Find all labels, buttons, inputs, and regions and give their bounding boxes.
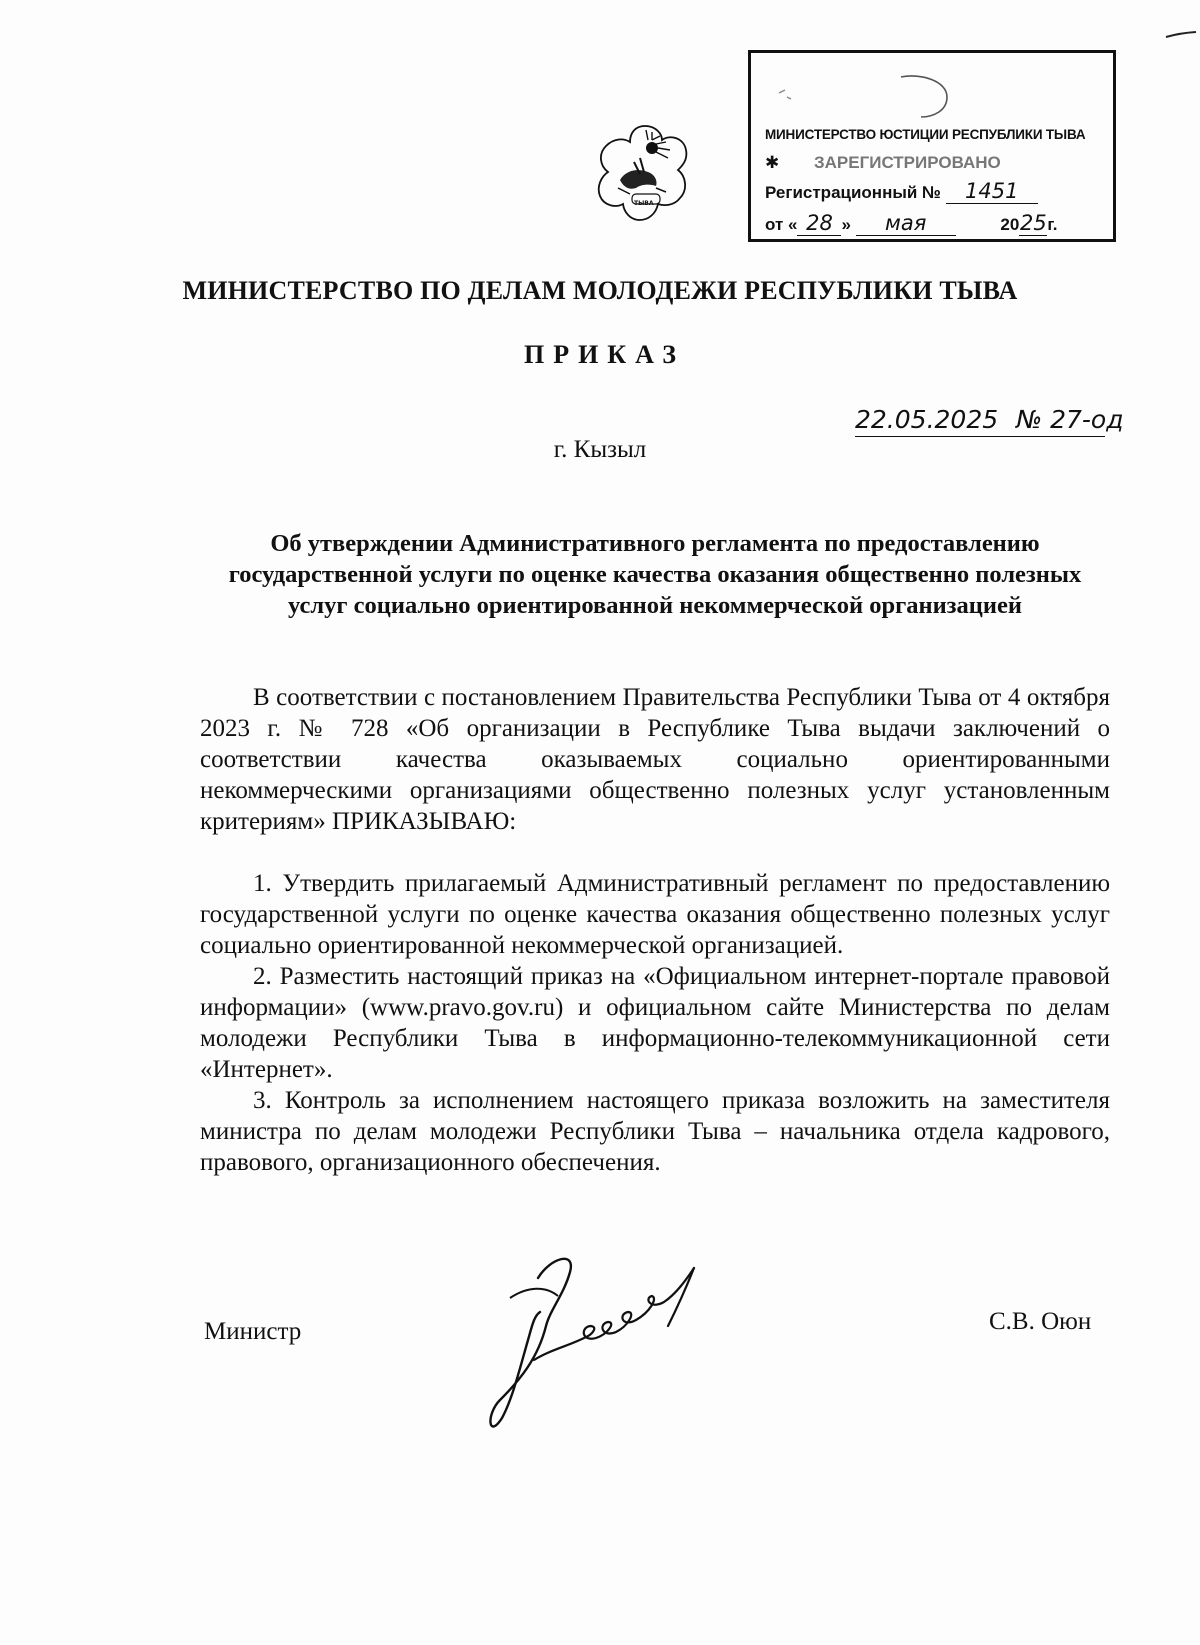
signer-role: Министр [204, 1318, 302, 1345]
order-date: 22.05.2025 [855, 405, 999, 434]
corner-mark [1164, 30, 1198, 40]
order-item-2: 2. Разместить настоящий приказ на «Официальном интернет-портале правовой информации» (www.pravo.gov.ru) и официальном сайте Министерства по делам молодежи Республики Тыва в информационно-телекоммуникационной сети «Интернет». [200, 963, 1110, 1083]
stamp-from-label: от « [765, 215, 798, 234]
order-subject: Об утверждении Административного регламента по предоставлению государственной услуги по оценке качества оказания общественно полезных услуг социально ориентированной некоммерческой организацией [228, 530, 1082, 619]
stamp-day-close: » [841, 215, 851, 234]
order-date-number [855, 405, 1124, 437]
document-type: ПРИКАЗ [523, 340, 686, 369]
stamp-year-mark: г. [1047, 215, 1058, 234]
emblem-caption: ТЫВА [634, 200, 654, 207]
handwritten-signature [480, 1250, 750, 1445]
stamp-status: ЗАРЕГИСТРИРОВАНО [813, 153, 1001, 172]
coat-of-arms-emblem [590, 118, 700, 228]
order-item-1: 1. Утвердить прилагаемый Административный регламент по предоставлению государственной услуги по оценке качества оказания общественно полезных услуг социально ориентированной некоммерческой организацией. [200, 870, 1110, 959]
stamp-ministry-line: МИНИСТЕРСТВО ЮСТИЦИИ РЕСПУБЛИКИ ТЫВА [765, 127, 1086, 142]
stamp-year-suffix: 25 [1019, 211, 1047, 235]
signer-name: С.В. Оюн [989, 1308, 1092, 1335]
city: г. Кызыл [553, 436, 647, 463]
ministry-title: МИНИСТЕРСТВО ПО ДЕЛАМ МОЛОДЕЖИ РЕСПУБЛИКИ ТЫВА [182, 276, 1018, 305]
stamp-reg-line [765, 179, 1038, 204]
stamp-reg-number: 1451 [946, 179, 1038, 204]
stamp-star-icon: ✱ [765, 153, 780, 172]
stamp-status-line [765, 153, 1001, 173]
order-number: № 27-од [1016, 405, 1124, 434]
order-body [200, 682, 1110, 1178]
registration-stamp [748, 50, 1116, 242]
preamble: В соответствии с постановлением Правительства Республики Тыва от 4 октября 2023 г. № 728 «Об организации в Республике Тыва выдачи заключений о соответствии качества оказываемых социально ориентированными некоммерческими организациями общественно полезных услуг установленным критериям» ПРИКАЗЫВАЮ: [200, 684, 1110, 835]
stamp-year-prefix: 20 [1000, 215, 1020, 234]
stamp-reg-label: Регистрационный № [765, 183, 941, 202]
stamp-date-line [765, 211, 1057, 236]
stamp-day: 28 [797, 211, 841, 236]
order-item-3: 3. Контроль за исполнением настоящего приказа возложить на заместителя министра по делам молодежи Республики Тыва – начальника отдела кадрового, правового, организационного обеспечения. [200, 1087, 1110, 1176]
stamp-month: мая [856, 211, 956, 236]
stamp-smudge [771, 63, 971, 119]
